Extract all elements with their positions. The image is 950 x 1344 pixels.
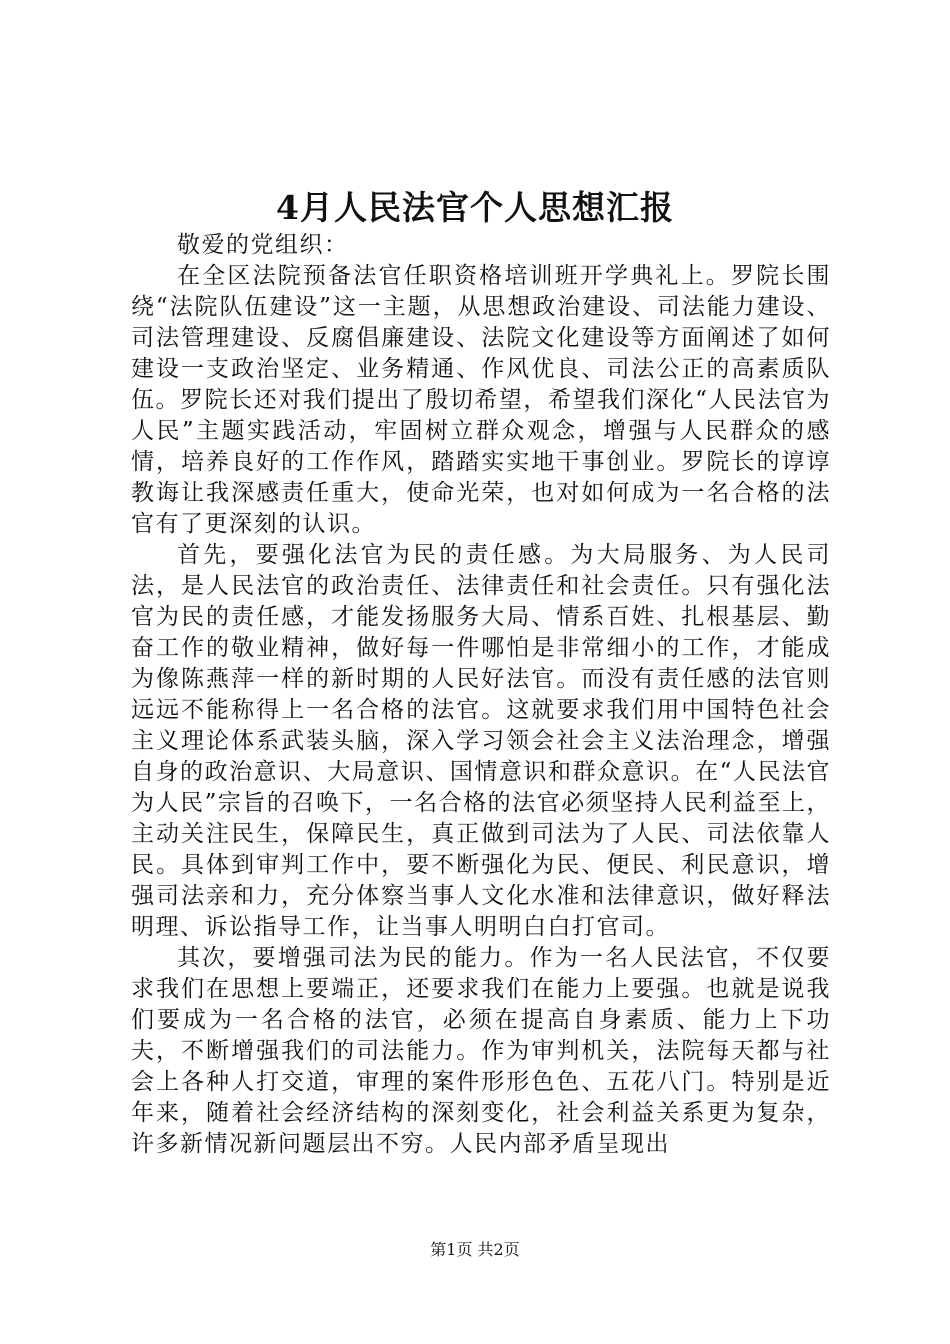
- document-body: [131, 230, 831, 1160]
- salutation: 敬爱的党组织：: [177, 232, 349, 258]
- page-footer: 第1页 共2页: [430, 1240, 520, 1259]
- paragraph: 其次，要增强司法为民的能力。作为一名人民法官，不仅要求我们在思想上要端正，还要求我们在能力上要强。也就是说我们要成为一名合格的法官，必须在提高自身素质、能力上下功夫，不断增强我们的司法能力。作为审判机关，法院每天都与社会上各种人打交道，审理的案件形形色色、五花八门。特别是近年来，随着社会经济结构的深刻变化，社会利益关系更为复杂，许多新情况新问题层出不穷。人民内部矛盾呈现出: [131, 945, 831, 1157]
- document-title: 4月人民法官个人思想汇报: [276, 188, 674, 227]
- paragraph: 在全区法院预备法官任职资格培训班开学典礼上。罗院长围绕“法院队伍建设”这一主题，从思想政治建设、司法能力建设、司法管理建设、反腐倡廉建设、法院文化建设等方面阐述了如何建设一支政治坚定、业务精通、作风优良、司法公正的高素质队伍。罗院长还对我们提出了殷切希望，希望我们深化“人民法官为人民”主题实践活动，牢固树立群众观念，增强与人民群众的感情，培养良好的工作作风，踏踏实实地干事创业。罗院长的谆谆教诲让我深感责任重大，使命光荣，也对如何成为一名合格的法官有了更深刻的认识。: [131, 263, 831, 537]
- paragraph: 首先，要强化法官为民的责任感。为大局服务、为人民司法，是人民法官的政治责任、法律责任和社会责任。只有强化法官为民的责任感，才能发扬服务大局、情系百姓、扎根基层、勤奋工作的敬业精神，做好每一件哪怕是非常细小的工作，才能成为像陈燕萍一样的新时期的人民好法官。而没有责任感的法官则远远不能称得上一名合格的法官。这就要求我们用中国特色社会主义理论体系武装头脑，深入学习领会社会主义法治理念，增强自身的政治意识、大局意识、国情意识和群众意识。在“人民法官为人民”宗旨的召唤下，一名合格的法官必须坚持人民利益至上，主动关注民生，保障民生，真正做到司法为了人民、司法依靠人民。具体到审判工作中，要不断强化为民、便民、利民意识，增强司法亲和力，充分体察当事人文化水准和法律意识，做好释法明理、诉讼指导工作，让当事人明明白白打官司。: [131, 542, 831, 940]
